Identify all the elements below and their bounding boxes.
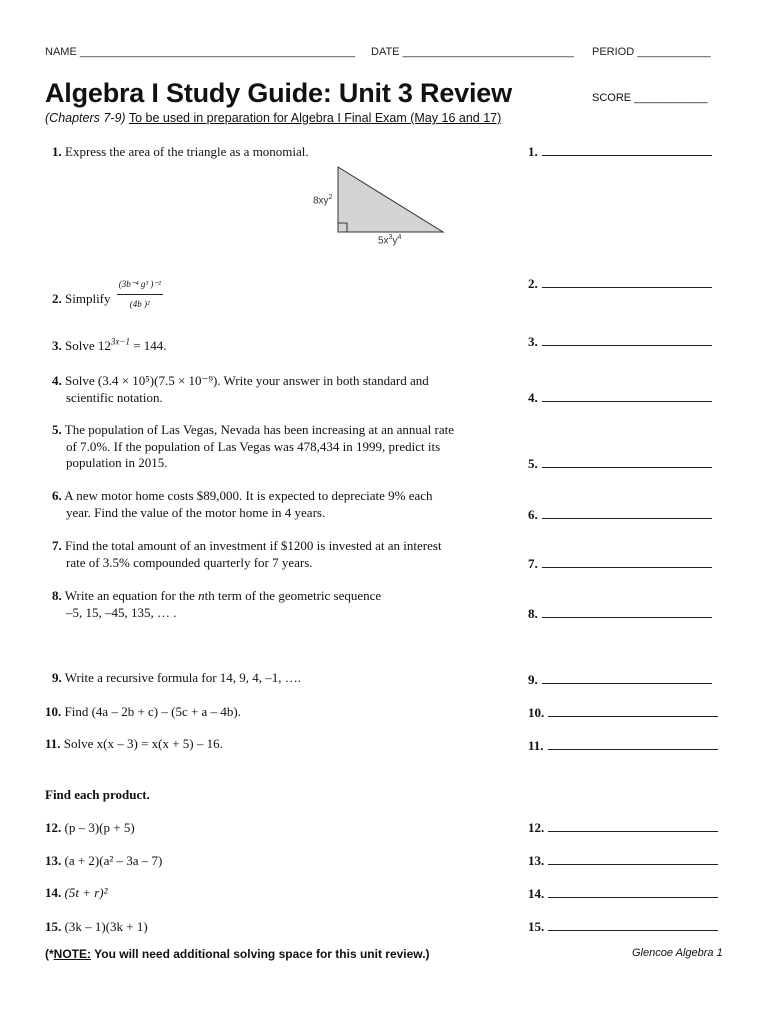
question-text: Simplify: [65, 290, 111, 306]
note-label: NOTE:: [53, 947, 92, 961]
answer-blank-8[interactable]: 8.: [528, 606, 712, 622]
question-text: Solve x(x – 3) = x(x + 5) – 16.: [63, 736, 223, 751]
fraction-expression: [117, 276, 163, 312]
question-8: [52, 588, 512, 621]
question-number: 6.: [52, 488, 62, 503]
question-number: 3.: [52, 338, 62, 353]
answer-blank-11[interactable]: 11.: [528, 738, 718, 754]
triangle-height-label: $8xy^2$: [313, 194, 333, 207]
question-number: 2.: [52, 290, 62, 306]
name-field[interactable]: NAME _____________________________________________: [45, 46, 356, 58]
answer-blank-1[interactable]: 1.: [528, 144, 712, 160]
question-number: 15.: [45, 919, 62, 934]
question-number: 13.: [45, 853, 62, 868]
period-field[interactable]: PERIOD ____________: [592, 46, 711, 58]
subtitle-purpose: To be used in preparation for Algebra I Final Exam (May 16 and 17): [128, 111, 502, 125]
question-6: [52, 488, 512, 521]
question-text-end: = 144.: [129, 338, 167, 353]
answer-blank-7[interactable]: 7.: [528, 556, 712, 572]
page-subtitle: [45, 111, 501, 125]
question-12: [45, 820, 505, 837]
answer-blank-13[interactable]: 13.: [528, 853, 718, 869]
answer-blank-5[interactable]: 5.: [528, 456, 712, 472]
answer-blank-6[interactable]: 6.: [528, 507, 712, 523]
answer-blank-14[interactable]: 14.: [528, 886, 718, 902]
question-text: A new motor home costs $89,000. It is expected to depreciate 9% each: [64, 488, 433, 503]
triangle-shape: [338, 167, 443, 232]
score-field[interactable]: SCORE ____________: [592, 92, 708, 104]
answer-blank-10[interactable]: 10.: [528, 705, 718, 721]
section-heading: Find each product.: [45, 787, 150, 802]
question-text: Find the total amount of an investment if $1200 is invested at an interest: [65, 538, 442, 553]
question-number: 14.: [45, 885, 62, 900]
answer-blank-12[interactable]: 12.: [528, 820, 718, 836]
note-text: You will need additional solving space for this unit review.): [91, 947, 430, 961]
question-text-continued: –5, 15, –45, 135, … .: [66, 604, 177, 620]
question-text: Solve (3.4 × 10⁵)(7.5 × 10⁻⁹). Write your answer in both standard and: [65, 373, 429, 388]
question-11: [45, 736, 505, 753]
fraction-numerator: (3b⁻⁴ g³ )⁻²: [117, 276, 163, 295]
question-text: Write a recursive formula for 14, 9, 4, –1, ….: [64, 670, 302, 685]
question-10: [45, 704, 505, 721]
question-5: [52, 422, 512, 472]
question-text: Express the area of the triangle as a monomial.: [65, 144, 309, 159]
variable-n: n: [198, 588, 205, 603]
question-number: 11.: [45, 736, 61, 751]
answer-blank-2[interactable]: 2.: [528, 276, 712, 292]
page-title: Algebra I Study Guide: Unit 3 Review: [45, 78, 512, 108]
answer-blank-15[interactable]: 15.: [528, 919, 718, 935]
date-field[interactable]: DATE ____________________________: [371, 46, 574, 58]
question-text: Solve 12: [65, 338, 111, 353]
question-text: Write an equation for the: [64, 588, 199, 603]
question-number: 5.: [52, 422, 62, 437]
question-text: (a + 2)(a² – 3a – 7): [64, 853, 163, 868]
question-number: 8.: [52, 588, 62, 603]
question-4: [52, 373, 512, 406]
question-15: [45, 919, 505, 936]
footer-note: (*NOTE: You will need additional solving space for this unit review.): [45, 947, 430, 961]
question-text-continued: of 7.0%. If the population of Las Vegas was 478,434 in 1999, predict its: [66, 438, 441, 454]
subtitle-chapters: (Chapters 7-9): [45, 111, 126, 125]
question-number: 7.: [52, 538, 62, 553]
publisher-credit: Glencoe Algebra 1: [632, 947, 723, 959]
triangle-base-label: $5x^3y^4$: [378, 234, 402, 247]
question-number: 1.: [52, 144, 62, 159]
answer-blank-9[interactable]: 9.: [528, 672, 712, 688]
question-text: (p – 3)(p + 5): [64, 820, 135, 835]
question-text-continued: rate of 3.5% compounded quarterly for 7 years.: [66, 554, 313, 570]
question-text-continued: year. Find the value of the motor home in 4 years.: [66, 504, 326, 520]
question-text: The population of Las Vegas, Nevada has been increasing at an annual rate: [64, 422, 455, 437]
question-text-continued: population in 2015.: [66, 455, 168, 470]
question-13: [45, 853, 505, 870]
question-number: 9.: [52, 670, 62, 685]
question-3: [52, 338, 512, 355]
question-text: (5t + r)²: [64, 885, 108, 900]
question-text: th term of the geometric sequence: [204, 588, 382, 603]
question-14: [45, 885, 505, 902]
question-text-continued: scientific notation.: [66, 389, 163, 405]
question-2: [52, 279, 512, 318]
question-number: 4.: [52, 373, 62, 388]
answer-blank-3[interactable]: 3.: [528, 334, 712, 350]
question-number: 12.: [45, 820, 62, 835]
question-text: Find (4a – 2b + c) – (5c + a – 4b).: [64, 704, 241, 719]
question-7: [52, 538, 512, 571]
question-number: 10.: [45, 704, 62, 719]
exponent: 3x−1: [110, 336, 130, 347]
answer-blank-4[interactable]: 4.: [528, 390, 712, 406]
question-1: [52, 144, 512, 161]
question-text: (3k – 1)(3k + 1): [64, 919, 148, 934]
question-9: [52, 670, 512, 687]
fraction-denominator: (4b )²: [129, 298, 150, 309]
